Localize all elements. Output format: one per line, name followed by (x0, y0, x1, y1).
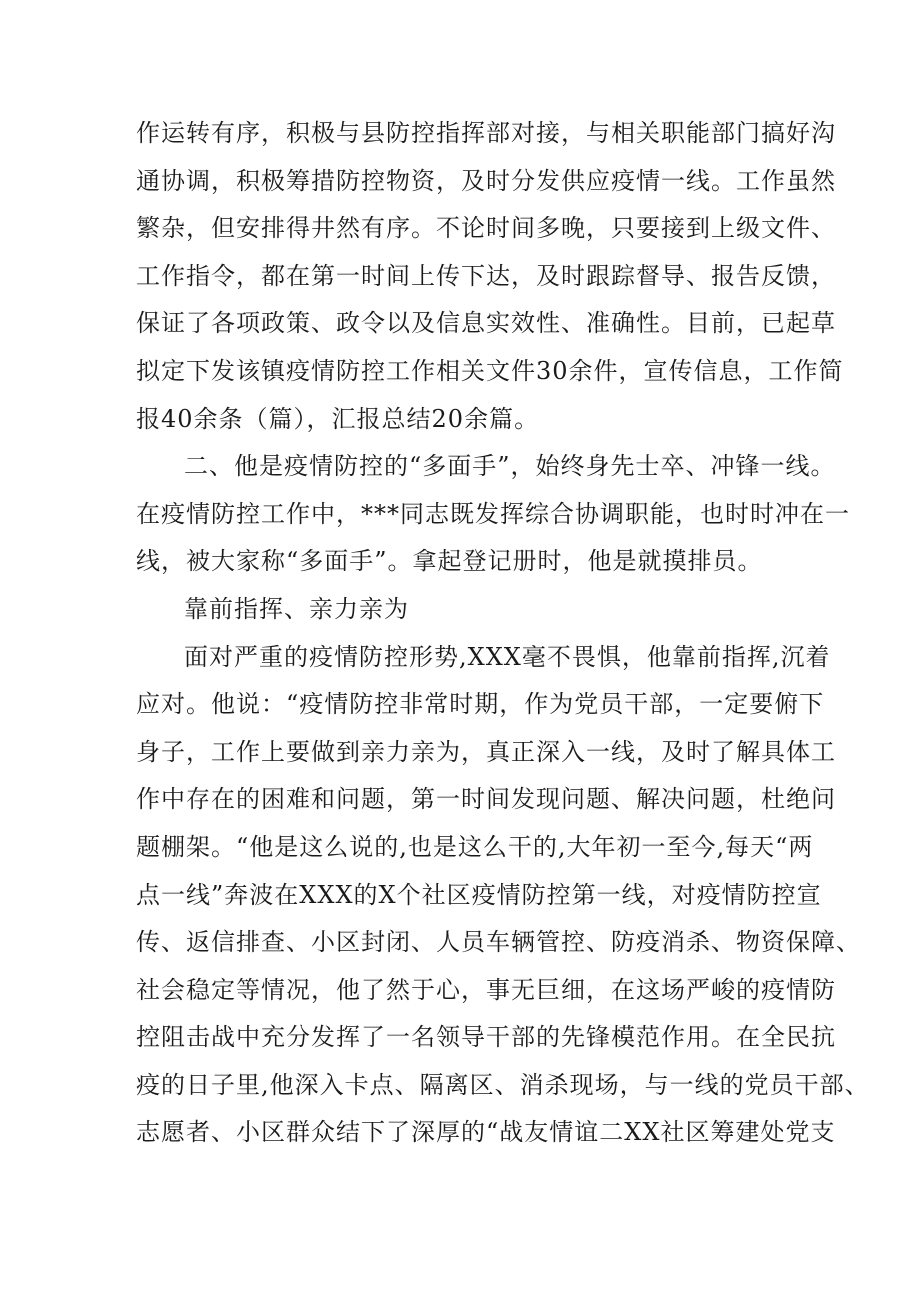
text-line: 疫的日子里,他深入卡点、隔离区、消杀现场，与一线的党员干部、 (136, 1070, 870, 1099)
text-line: 身子，工作上要做到亲力亲为，真正深入一线，及时了解具体工 (136, 737, 836, 766)
text-line: 保证了各项政策、政令以及信息实效性、准确性。目前，已起草 (136, 309, 836, 338)
document-body (136, 110, 870, 1157)
section-heading-line: 二、他是疫情防控的“多面手”，始终身先士卒、冲锋一线。 (184, 452, 836, 481)
text-line: 作中存在的困难和问题，第一时间发现问题、解决问题，杜绝问 (136, 785, 836, 814)
text-line: 通协调，积极筹措防控物资，及时分发供应疫情一线。工作虽然 (136, 166, 836, 195)
text-line: 志愿者、小区群众结下了深厚的“战友情谊二XX社区筹建处党支 (136, 1118, 836, 1147)
text-line: 点一线”奔波在XXX的X个社区疫情防控第一线，对疫情防控宣 (136, 880, 822, 909)
text-line: 工作指令，都在第一时间上传下达，及时跟踪督导、报告反馈， (136, 261, 836, 290)
text-line: 拟定下发该镇疫情防控工作相关文件30余件，宣传信息，工作简 (136, 356, 844, 385)
text-line: 社会稳定等情况，他了然于心，事无巨细，在这场严峻的疫情防 (136, 975, 836, 1004)
text-line: 线，被大家称“多面手”。拿起登记册时，他是就摸排员。 (136, 547, 763, 576)
subheading-line: 靠前指挥、亲力亲为 (184, 594, 409, 623)
text-line: 面对严重的疫情防控形势,XXX毫不畏惧，他靠前指挥,沉着 (184, 642, 831, 671)
text-line: 传、返信排查、小区封闭、人员车辆管控、防疫消杀、物资保障、 (136, 928, 861, 957)
text-line: 繁杂，但安排得井然有序。不论时间多晚，只要接到上级文件、 (136, 214, 836, 243)
text-line: 题棚架。“他是这么说的,也是这么干的,大年初一至今,每天“两 (136, 832, 814, 861)
text-line: 作运转有序，积极与县防控指挥部对接，与相关职能部门搞好沟 (136, 119, 836, 147)
text-line: 在疫情防控工作中，***同志既发挥综合协调职能，也时时冲在一 (136, 499, 850, 528)
text-line: 控阻击战中充分发挥了一名领导干部的先锋模范作用。在全民抗 (136, 1023, 836, 1052)
text-line: 应对。他说：“疫情防控非常时期，作为党员干部，一定要俯下 (136, 690, 825, 719)
text-line: 报40余条（篇），汇报总结20余篇。 (136, 404, 540, 433)
